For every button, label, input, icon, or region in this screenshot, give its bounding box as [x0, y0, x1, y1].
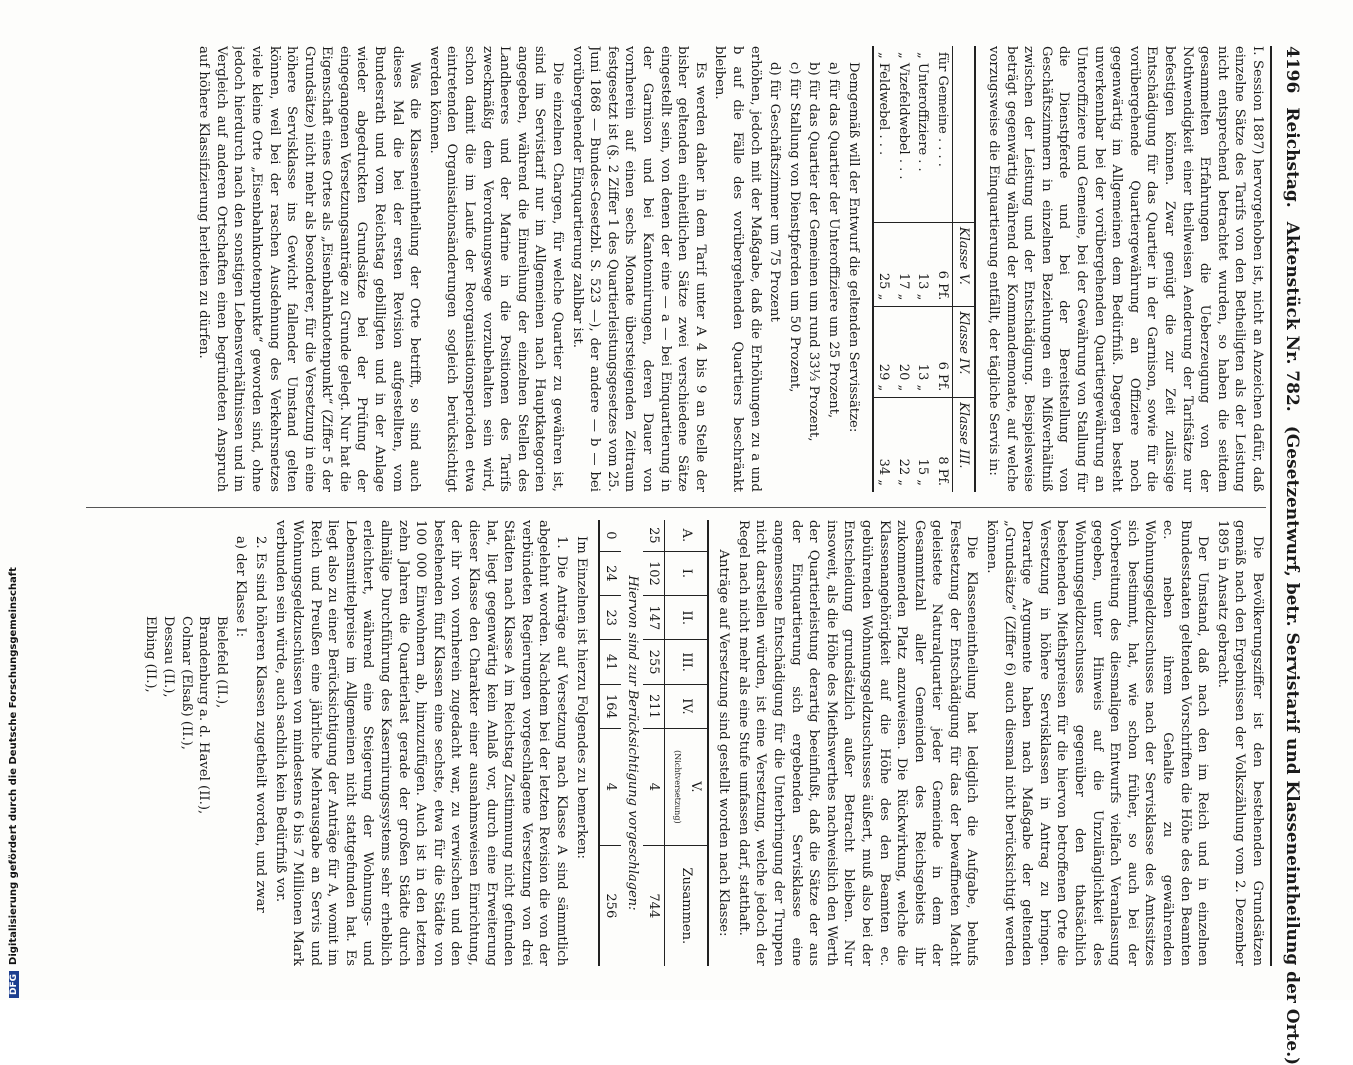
table-header-cell: III. [665, 640, 708, 684]
table-cell: „ Unteroffiziere . . [915, 52, 931, 172]
table-row [643, 520, 665, 966]
paragraph: 1. Die Anträge auf Versetzung nach Klasse A sind sämmtlich abgelehnt worden. Nachdem bei der letzten Revision die von der verbündeten Regierungen vorgeschlagene Versetzung von drei Städten nach Klasse A im Reichstag Zustimmung nicht gefunden hat, liegt gegenwärtig kein Anlaß vor, durch eine Erweiterung dieser Klasse den Charakter einer ausnahmsweisen Einrichtung, der ihr von vornherein zugedacht war, zu verwischen und den bestehenden fünf Klassen eine sechste, etwa für die Städte von 100 000 Einwohnern ab, hinzuzufügen. Auch ist in den letzten zehn Jahren die Quartierlast gerade der großen Städte durch allmälige Durchführung des Kasernirungssystems sehr erheblich erleichtert, während eine Steigerung der Wohnungs- und Lebensmittelpreise im Allgemeinen nicht stattgefunden hat. Es liegt also zu einer Berücksichtigung der Anträge für A, womit im Reich und Preußen eine jährliche Mehrausgabe an Servis und Wohnungsgeldzuschüssen von mindestens 6 bis 7 Millionen Mark verbunden sein würde, auch sachlich kein Bedürfniß vor. [272, 520, 570, 966]
table-cell: 15 „ [913, 398, 933, 492]
paragraph: Demgemäß will der Entwurf die geltenden Servissätze: [845, 62, 861, 433]
page-number: 4196 [1282, 46, 1302, 94]
list-item: Bielefeld (II.), [213, 616, 229, 709]
paragraph: Die Klasseneintheilung hat lediglich die Aufgabe, behufs Festsetzung der Entschädigung für das der bewaffneten Macht geleistete Naturalquartier jeder Gemeinde in dem der Gesammtzahl aller Gemeinden des Reichsgebiets ihr zukommenden Platz anzuweisen. Die Rückwirkung, welche die Klassenangehörigkeit auf die Höhe des den Beamten ec. gebührenden Wohnungsgeldzuschusses äußert, muß also bei der Entscheidung grundsätzlich außer Betracht bleiben. Nur insoweit, als die Höhe des Miethswerthes nachweislich den Werth der Quartierleistung derartig beeinflußt, daß die Sätze der aus der Einquartierung sich ergebenden Servisklasse eine angemessene Entschädigung für die Unterbringung der Truppen nicht darstellen würden, ist eine Versetzung, welche jedoch der Regel nach nicht mehr als eine Stufe umfassen darf, statthaft. [735, 520, 980, 966]
table-cell: 34 „ [873, 398, 894, 492]
table-header-cell [952, 46, 975, 222]
table-note: Hiervon sind zur Berücksichtigung vorgeschlagen: [624, 575, 640, 911]
header-rule [1270, 46, 1272, 966]
table-header-row [665, 520, 708, 966]
table-cell: 24 [599, 551, 622, 595]
paragraph: Der Umstand, daß nach den im Reich und in einzelnen Bundesstaaten geltenden Vorschriften die Höhe des den Beamten ec. neben ihrem Gehalte zu gewährenden Wohnungsgeldzuschusses nach der Servisklasse des Amtssitzes sich bestimmt, hat, wie schon früher, so auch bei der Vorbereitung des diesmaligen Entwurfs vielfach Veranlassung gegeben, unter Hinweis auf die Unzulänglichkeit des Wohnungsgeldzuschusses gegenüber den thatsächlich bestehenden Miethspreisen für die hiervon betroffenen Orte die Versetzung in höhere Servisklassen in Antrag zu bringen. Derartige Argumente haben nach Maßgabe der geltenden „Grundsätze“ (Ziffer 6) auch diesmal nicht berücksichtigt werden können. [984, 520, 1211, 966]
column-divider [86, 507, 1266, 508]
table-cell: 744 [643, 845, 665, 966]
paragraph: 2. Es sind höheren Klassen zugetheilt worden, und zwar [252, 536, 268, 913]
table-cell: 25 [646, 527, 662, 544]
table-cell: 6 Pf. [932, 307, 952, 398]
header-source: Reichstag. [1282, 107, 1302, 208]
header-document: Aktenstück Nr. 782. [1282, 221, 1302, 412]
paragraph: erhöhen, jedoch mit der Maßgabe, daß die Erhöhungen zu a und b auf die Fälle des vorübergehenden Quartiers beschränkt bleiben. [712, 46, 763, 492]
list-item: Elbing (II.), [143, 616, 159, 693]
table-header-cell: Klasse III. [952, 398, 975, 492]
table-header-cell: Klasse IV. [952, 307, 975, 398]
table-row [913, 46, 933, 492]
table-cell: 255 [643, 640, 665, 684]
table-cell: 256 [599, 845, 622, 966]
table-cell: „ Vizefeldwebel . . . [895, 52, 911, 180]
list-item: Brandenburg a. d. Havel (II.), [196, 616, 212, 815]
table-header-cell: A. [665, 520, 708, 551]
table-header-cell: I. [665, 551, 708, 595]
class-transfer-table [598, 520, 709, 966]
table-caption: Anträge auf Versetzung sind gestellt worden nach Klasse: [716, 549, 732, 937]
paragraph: I. Session 1887) hervorgehoben ist, nicht an Anzeichen dafür, daß einzelne Sätze des Tarifs von den Betheiligten als der Leistung nicht entsprechend betrachtet wurden, so haben die seitdem gesammelten Erfahrungen die Ueberzeugung von der Nothwendigkeit einer theilweisen Aenderung der Tarifsätze nur befestigen können. Zwar genügt die zur Zeit zulässige Entschädigung für das Quartier in der Garnison, sowie für die vorübergehende Quartiergewährung an Offiziere noch gegenwärtig im Allgemeinen dem Bedürfniß. Dagegen besteht unverkennbar bei der vorübergehenden Quartiergewährung an Unteroffiziere und Gemeine, bei der Gewährung von Stallung für die Dienstpferde und bei der Bereitstellung von Geschäftszimmern in einzelnen Beziehungen ein Mißverhältniß zwischen der Leistung und der Entschädigung. Beispielsweise beträgt gegenwärtig während der Kommandemonate, auf welche vorzugsweise die Einquartierung entfällt, der tägliche Servis in: [986, 46, 1265, 492]
table-cell: 13 „ [913, 307, 933, 398]
paragraph: a) der Klasse I: [233, 536, 249, 638]
table-row [873, 46, 894, 492]
table-cell: 6 Pf. [932, 222, 952, 306]
list-item: a) für das Quartier der Unteroffiziere um 25 Prozent, [825, 62, 841, 419]
table-cell: 20 „ [893, 307, 913, 398]
table-cell: 0 [599, 520, 622, 551]
list-item: b) für das Quartier der Gemeinen um rund 33⅓ Prozent, [806, 62, 822, 442]
table-header-note: (Nichtversetzung) [673, 750, 682, 824]
left-column [193, 46, 1266, 492]
table-cell: 23 [599, 596, 622, 640]
servis-rate-table [872, 46, 977, 492]
table-cell: 4 [643, 729, 665, 846]
table-cell: 41 [599, 640, 622, 684]
table-cell: 164 [599, 684, 622, 728]
list-item: Colmar (Elsaß) (II.), [178, 616, 194, 750]
table-cell: 147 [643, 596, 665, 640]
table-header-cell: Zusammen. [665, 845, 708, 966]
table-header-cell [665, 729, 708, 846]
table-cell: für Gemeine . . . . [934, 52, 950, 167]
list-item: d) für Geschäftszimmer um 75 Prozent [767, 62, 783, 322]
table-cell: 211 [643, 684, 665, 728]
table-cell: 29 „ [873, 307, 894, 398]
paragraph: Es werden daher in dem Tarif unter A 4 bis 9 an Stelle der bisher geltenden einheitlichen Sätze zwei verschiedene Sätze eingestellt sein, von denen der eine — a — bei Einquartierung in der Garnison und bei Kantonnirungen, deren Dauer von vornherein auf einen sechs Monate übersteigenden Zeitraum festgesetzt ist (§. 2 Ziffer 1 des Quartierleistungsgesetzes vom 25. Juni 1868 — Bundes-Gesetzbl. S. 523 —), der andere — b — bei vorübergehender Einquartierung zahlbar ist. [569, 46, 708, 492]
paragraph: Was die Klasseneintheilung der Orte betrifft, so sind auch dieses Mal die bei der ersten Revision aufgestellten, vom Bundesrath und vom Reichstag gebilligten und in der Anlage wieder abgedruckten Grundsätze bei der Prüfung der eingegangenen Versetzungsanträge zu Grunde gelegt. Nur hat die Eigenschaft eines Ortes als „Eisenbahnknotenpunkt“ (Ziffer 5 der Grundsätze) nicht mehr als besonderer, für die Versetzung in eine höhere Servisklasse ins Gewicht fallender Umstand gelten können, weil bei der raschen Ausdehnung des Verkehrsnetzes viele kleine Orte „Eisenbahnknotenpunkte“ geworden sind, ohne jedoch hierdurch nach den sonstigen Lebensverhältnissen und im Vergleich auf anderen Ortschaften einen begründeten Anspruch auf höhere Klassifizierung herleiten zu dürfen. [196, 46, 423, 492]
right-column [142, 520, 1266, 966]
table-cell: 102 [643, 551, 665, 595]
table-row [893, 46, 913, 492]
table-cell: 17 „ [893, 222, 913, 306]
table-header-row [952, 46, 975, 492]
list-item: Dessau (II.), [160, 616, 176, 698]
table-header-label: V. [687, 781, 703, 793]
paragraph: Die Bevölkerungsziffer ist den bestehenden Grundsätzen gemäß nach den Ergebnissen der Volkszählung vom 2. Dezember 1895 in Ansatz gebracht. [1214, 520, 1265, 966]
table-note-row [621, 520, 643, 966]
table-cell: 4 [599, 729, 622, 846]
table-row [932, 46, 952, 492]
table-header-cell: IV. [665, 684, 708, 728]
paragraph: Die einzelnen Chargen, für welche Quartier zu gewähren ist, sind im Servistarif nur im Allgemeinen nach Hauptkategorien angegeben, während die Einreihung der einzelnen Stellen des Landheeres und der Marine in die Positionen des Tarifs zweckmäßig dem Verordnungswege vorzubehalten sein wird, schon damit die im Laufe der Reorganisationsperioden etwa eintretenden Organisationsänderungen sogleich berücksichtigt werden können. [426, 46, 566, 492]
table-header-cell: II. [665, 596, 708, 640]
funding-text: Digitalisierung gefördert durch die Deutsche Forschungsgemeinschaft [8, 567, 19, 965]
page-header [1276, 46, 1302, 1065]
table-cell: 25 „ [873, 222, 894, 306]
table-row [599, 520, 622, 966]
table-cell: „ Feldwebel . . . [873, 46, 894, 222]
list-item: c) für Stallung von Dienstpferden um 50 Prozent, [786, 62, 802, 393]
header-title: (Gesetzentwurf, betr. Servistarif und Klasseneintheilung der Orte.) [1282, 425, 1302, 1065]
table-cell: 8 Pf. [932, 398, 952, 492]
funding-note [8, 567, 19, 998]
table-header-cell: Klasse V. [952, 222, 975, 306]
dfg-logo: DFG [9, 971, 19, 998]
paragraph: Im Einzelnen ist hierzu Folgendes zu bemerken: [573, 536, 589, 859]
rotated-page-content [60, 46, 1302, 1065]
table-cell: 13 „ [913, 222, 933, 306]
table-cell: 22 „ [893, 398, 913, 492]
